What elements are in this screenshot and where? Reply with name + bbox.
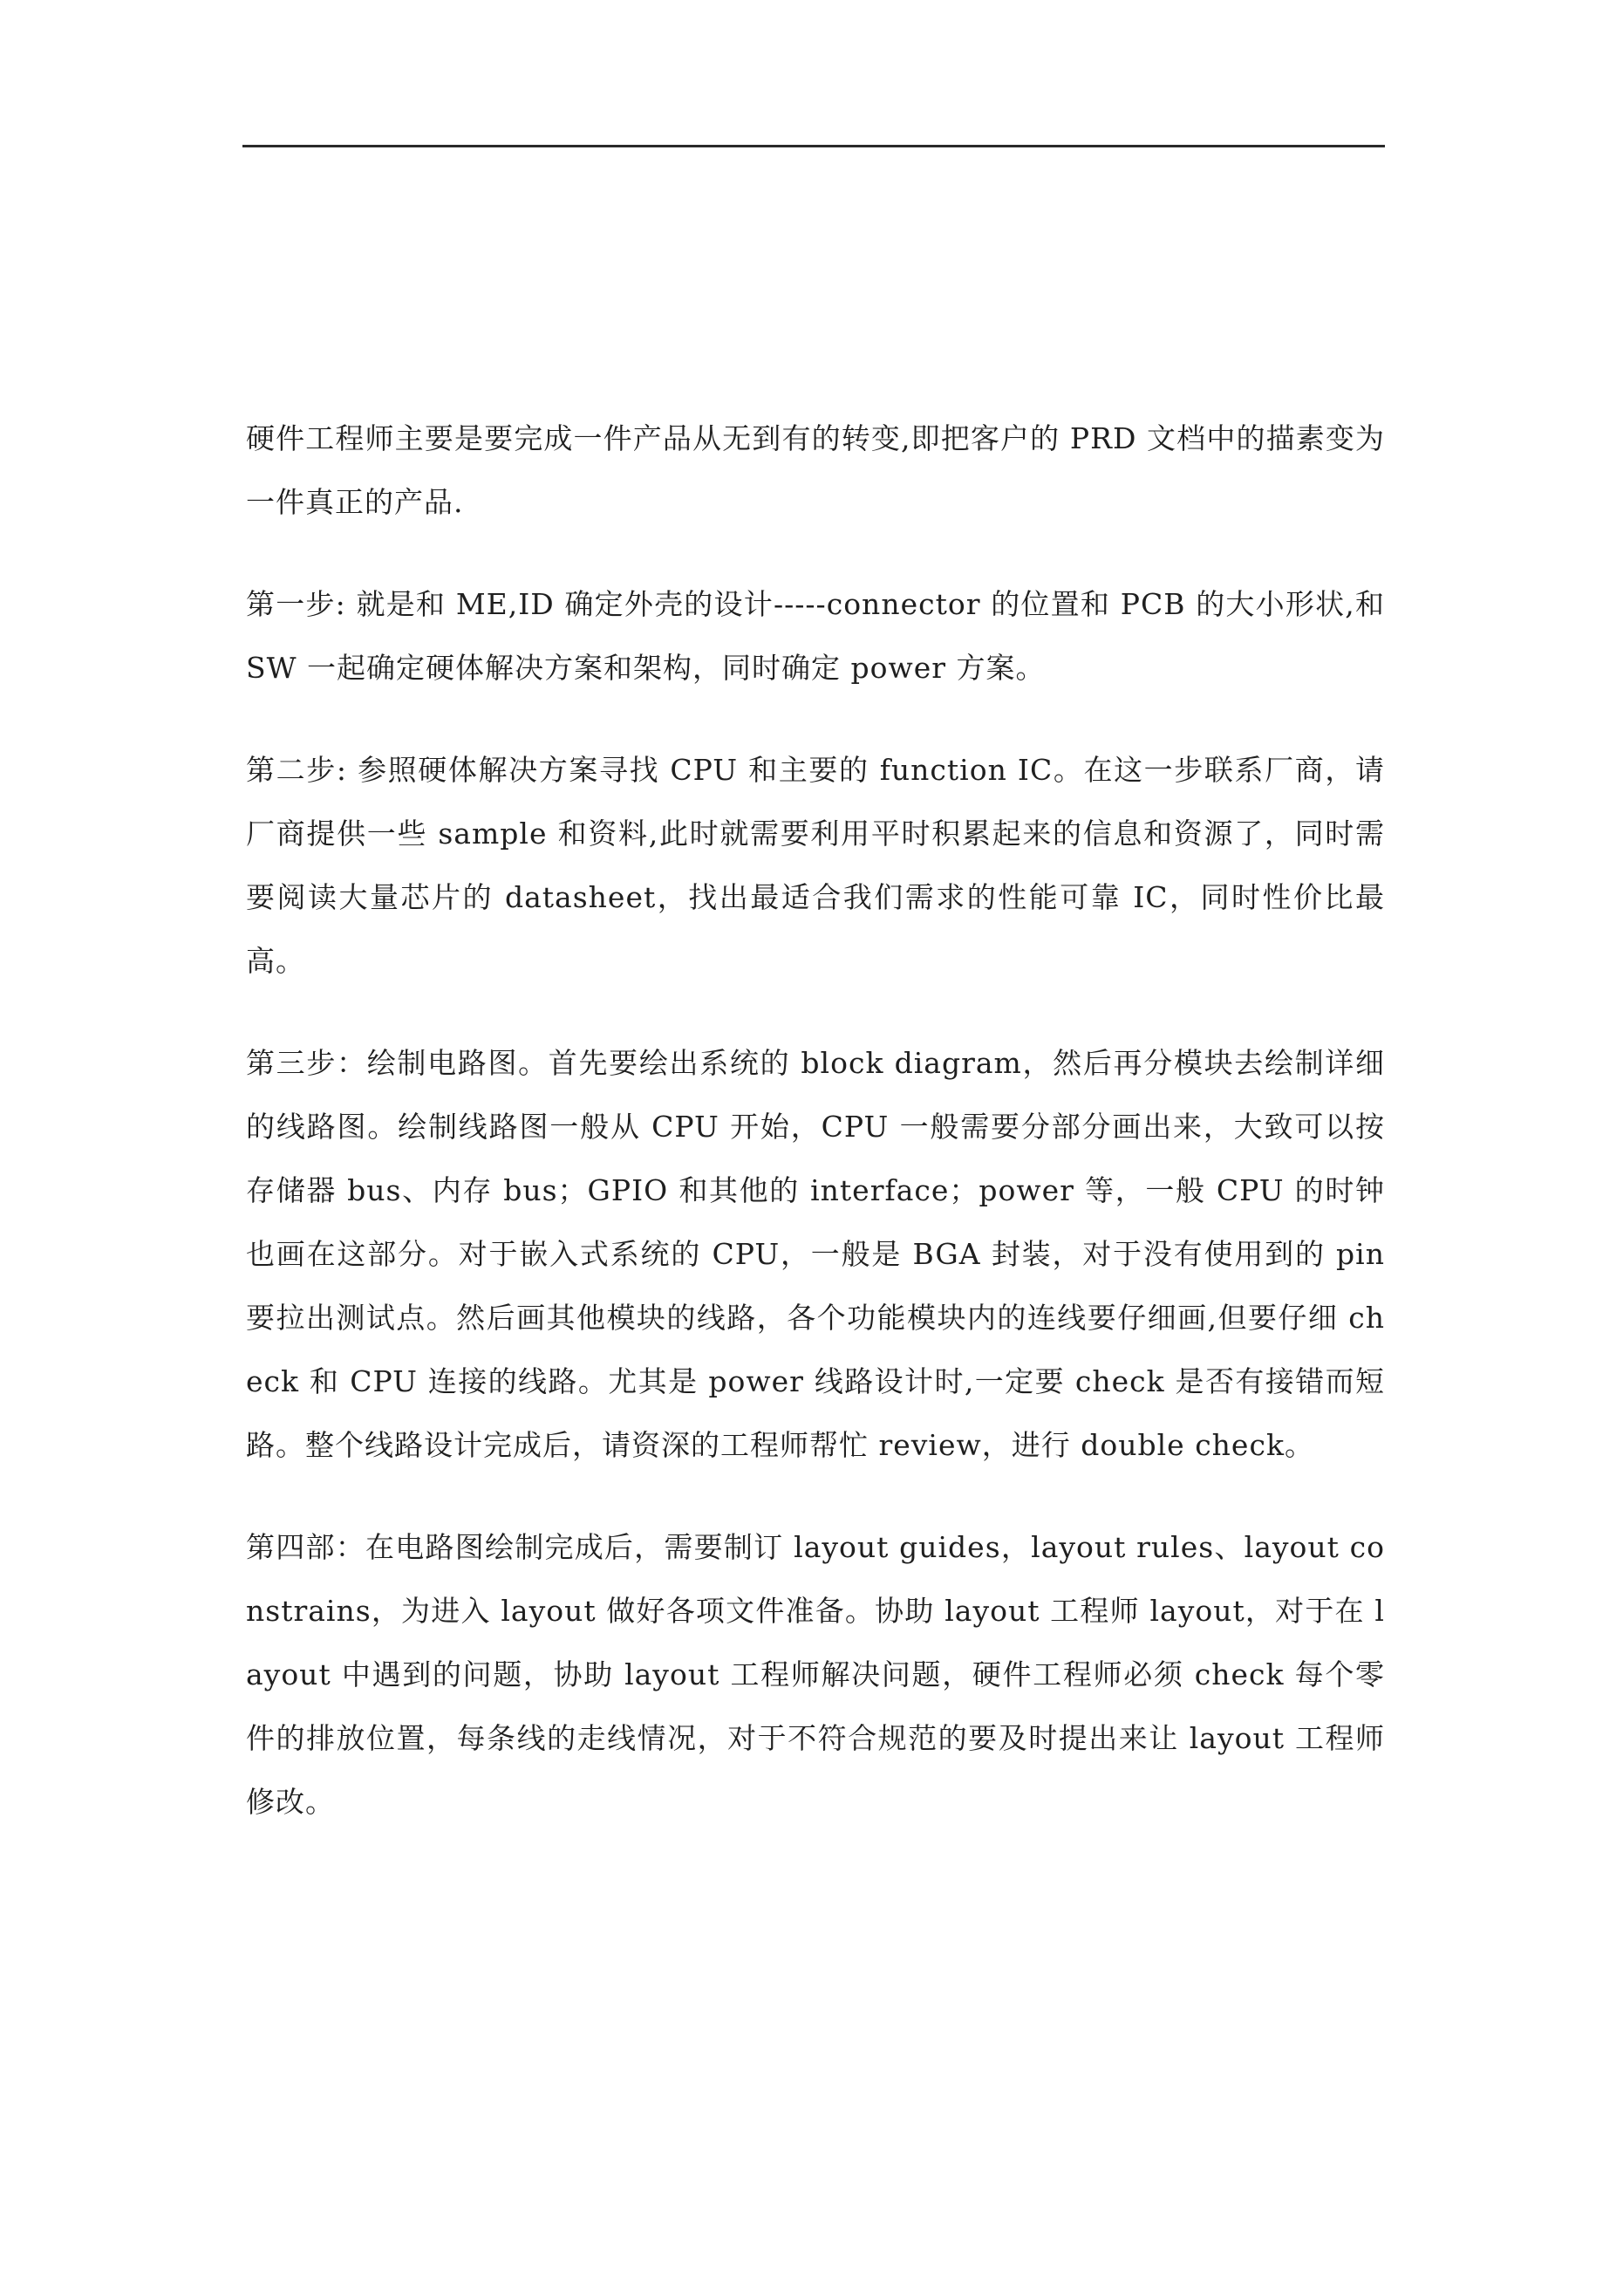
paragraph-step-1: 第一步: 就是和 ME,ID 确定外壳的设计-----connector 的位置和 PCB 的大小形状,和 SW 一起确定硬体解决方案和架构，同时确定 power 方案。 bbox=[246, 587, 1385, 685]
paragraph-step-2: 第二步: 参照硬体解决方案寻找 CPU 和主要的 function IC。在这一步联系厂商，请厂商提供一些 sample 和资料,此时就需要利用平时积累起来的信息和资源了，同时需要阅读大量芯片的 datasheet，找出最适合我们需求的性能可靠 IC，同时性价比最高。 bbox=[246, 753, 1385, 978]
paragraph-step-3: 第三步：绘制电路图。首先要绘出系统的 block diagram，然后再分模块去绘制详细的线路图。绘制线路图一般从 CPU 开始，CPU 一般需要分部分画出来，大致可以按存储器 bus、内存 bus；GPIO 和其他的 interface；power 等，一般 CPU 的时钟也画在这部分。对于嵌入式系统的 CPU，一般是 BGA 封装，对于没有使用到的 pin 要拉出测试点。然后画其他模块的线路，各个功能模块内的连线要仔细画,但要仔细 check 和 CPU 连接的线路。尤其是 power 线路设计时,一定要 check 是否有接错而短路。整个线路设计完成后，请资深的工程师帮忙 review，进行 double check。 bbox=[246, 1046, 1385, 1462]
header-rule bbox=[242, 145, 1385, 147]
paragraph-step-4: 第四部：在电路图绘制完成后，需要制订 layout guides，layout rules、layout constrains，为进入 layout 做好各项文件准备。协助 layout 工程师 layout，对于在 layout 中遇到的问题，协助 layout 工程师解决问题，硬件工程师必须 check 每个零件的排放位置，每条线的走线情况，对于不符合规范的要及时提出来让 layout 工程师修改。 bbox=[246, 1530, 1385, 1819]
paragraph-intro: 硬件工程师主要是要完成一件产品从无到有的转变,即把客户的 PRD 文档中的描素变为一件真正的产品. bbox=[246, 421, 1385, 519]
document-body bbox=[246, 407, 1385, 1872]
